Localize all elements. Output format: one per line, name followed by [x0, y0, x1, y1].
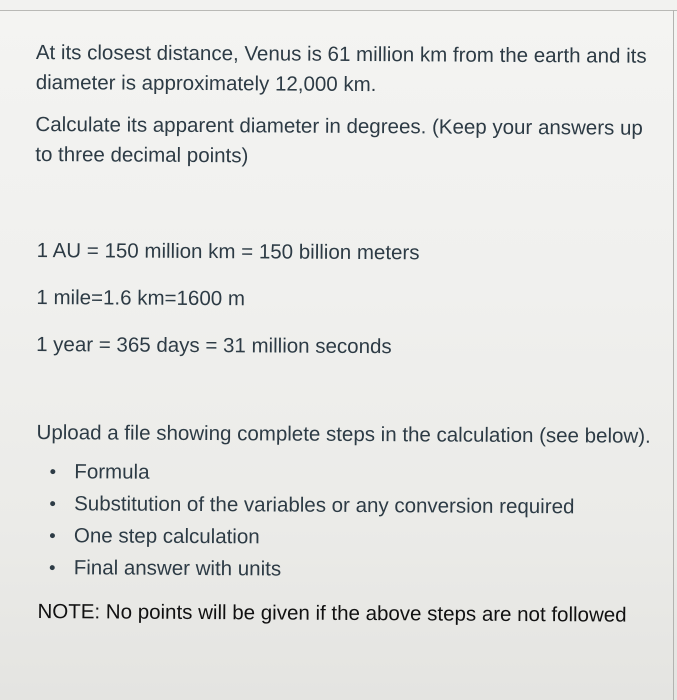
step-label: Formula: [74, 460, 150, 484]
conversion-facts: [34, 236, 655, 364]
bullet-icon: [50, 565, 55, 570]
list-item: [36, 521, 653, 555]
upload-instruction: Upload a file showing complete steps in the calculation (see below).: [36, 421, 651, 448]
list-item: [36, 489, 653, 523]
right-divider: [673, 10, 674, 700]
bullet-icon: [50, 533, 55, 538]
list-item: [36, 457, 653, 491]
grading-note: NOTE: No points will be given if the above steps are not followed: [37, 600, 627, 627]
top-divider: [0, 0, 677, 11]
question-paragraph-distance: At its closest distance, Venus is 61 million km from the earth and its diameter is approximately 12,000 km.: [35, 40, 647, 97]
step-label: Substitution of the variables or any conversion required: [74, 492, 575, 519]
fact-mile: 1 mile=1.6 km=1600 m: [36, 286, 246, 311]
bullet-icon: [50, 469, 55, 474]
step-label: One step calculation: [73, 524, 260, 549]
question-paragraph-instruction: Calculate its apparent diameter in degrees. (Keep your answers up to three decimal points): [35, 112, 643, 168]
list-item: [36, 553, 653, 587]
question-text-block: [32, 38, 656, 631]
required-steps-list: [33, 457, 654, 587]
fact-au: 1 AU = 150 million km = 150 billion meters: [36, 239, 420, 265]
step-label: Final answer with units: [73, 556, 282, 581]
bullet-icon: [50, 501, 55, 506]
fact-year: 1 year = 365 days = 31 million seconds: [36, 333, 392, 359]
